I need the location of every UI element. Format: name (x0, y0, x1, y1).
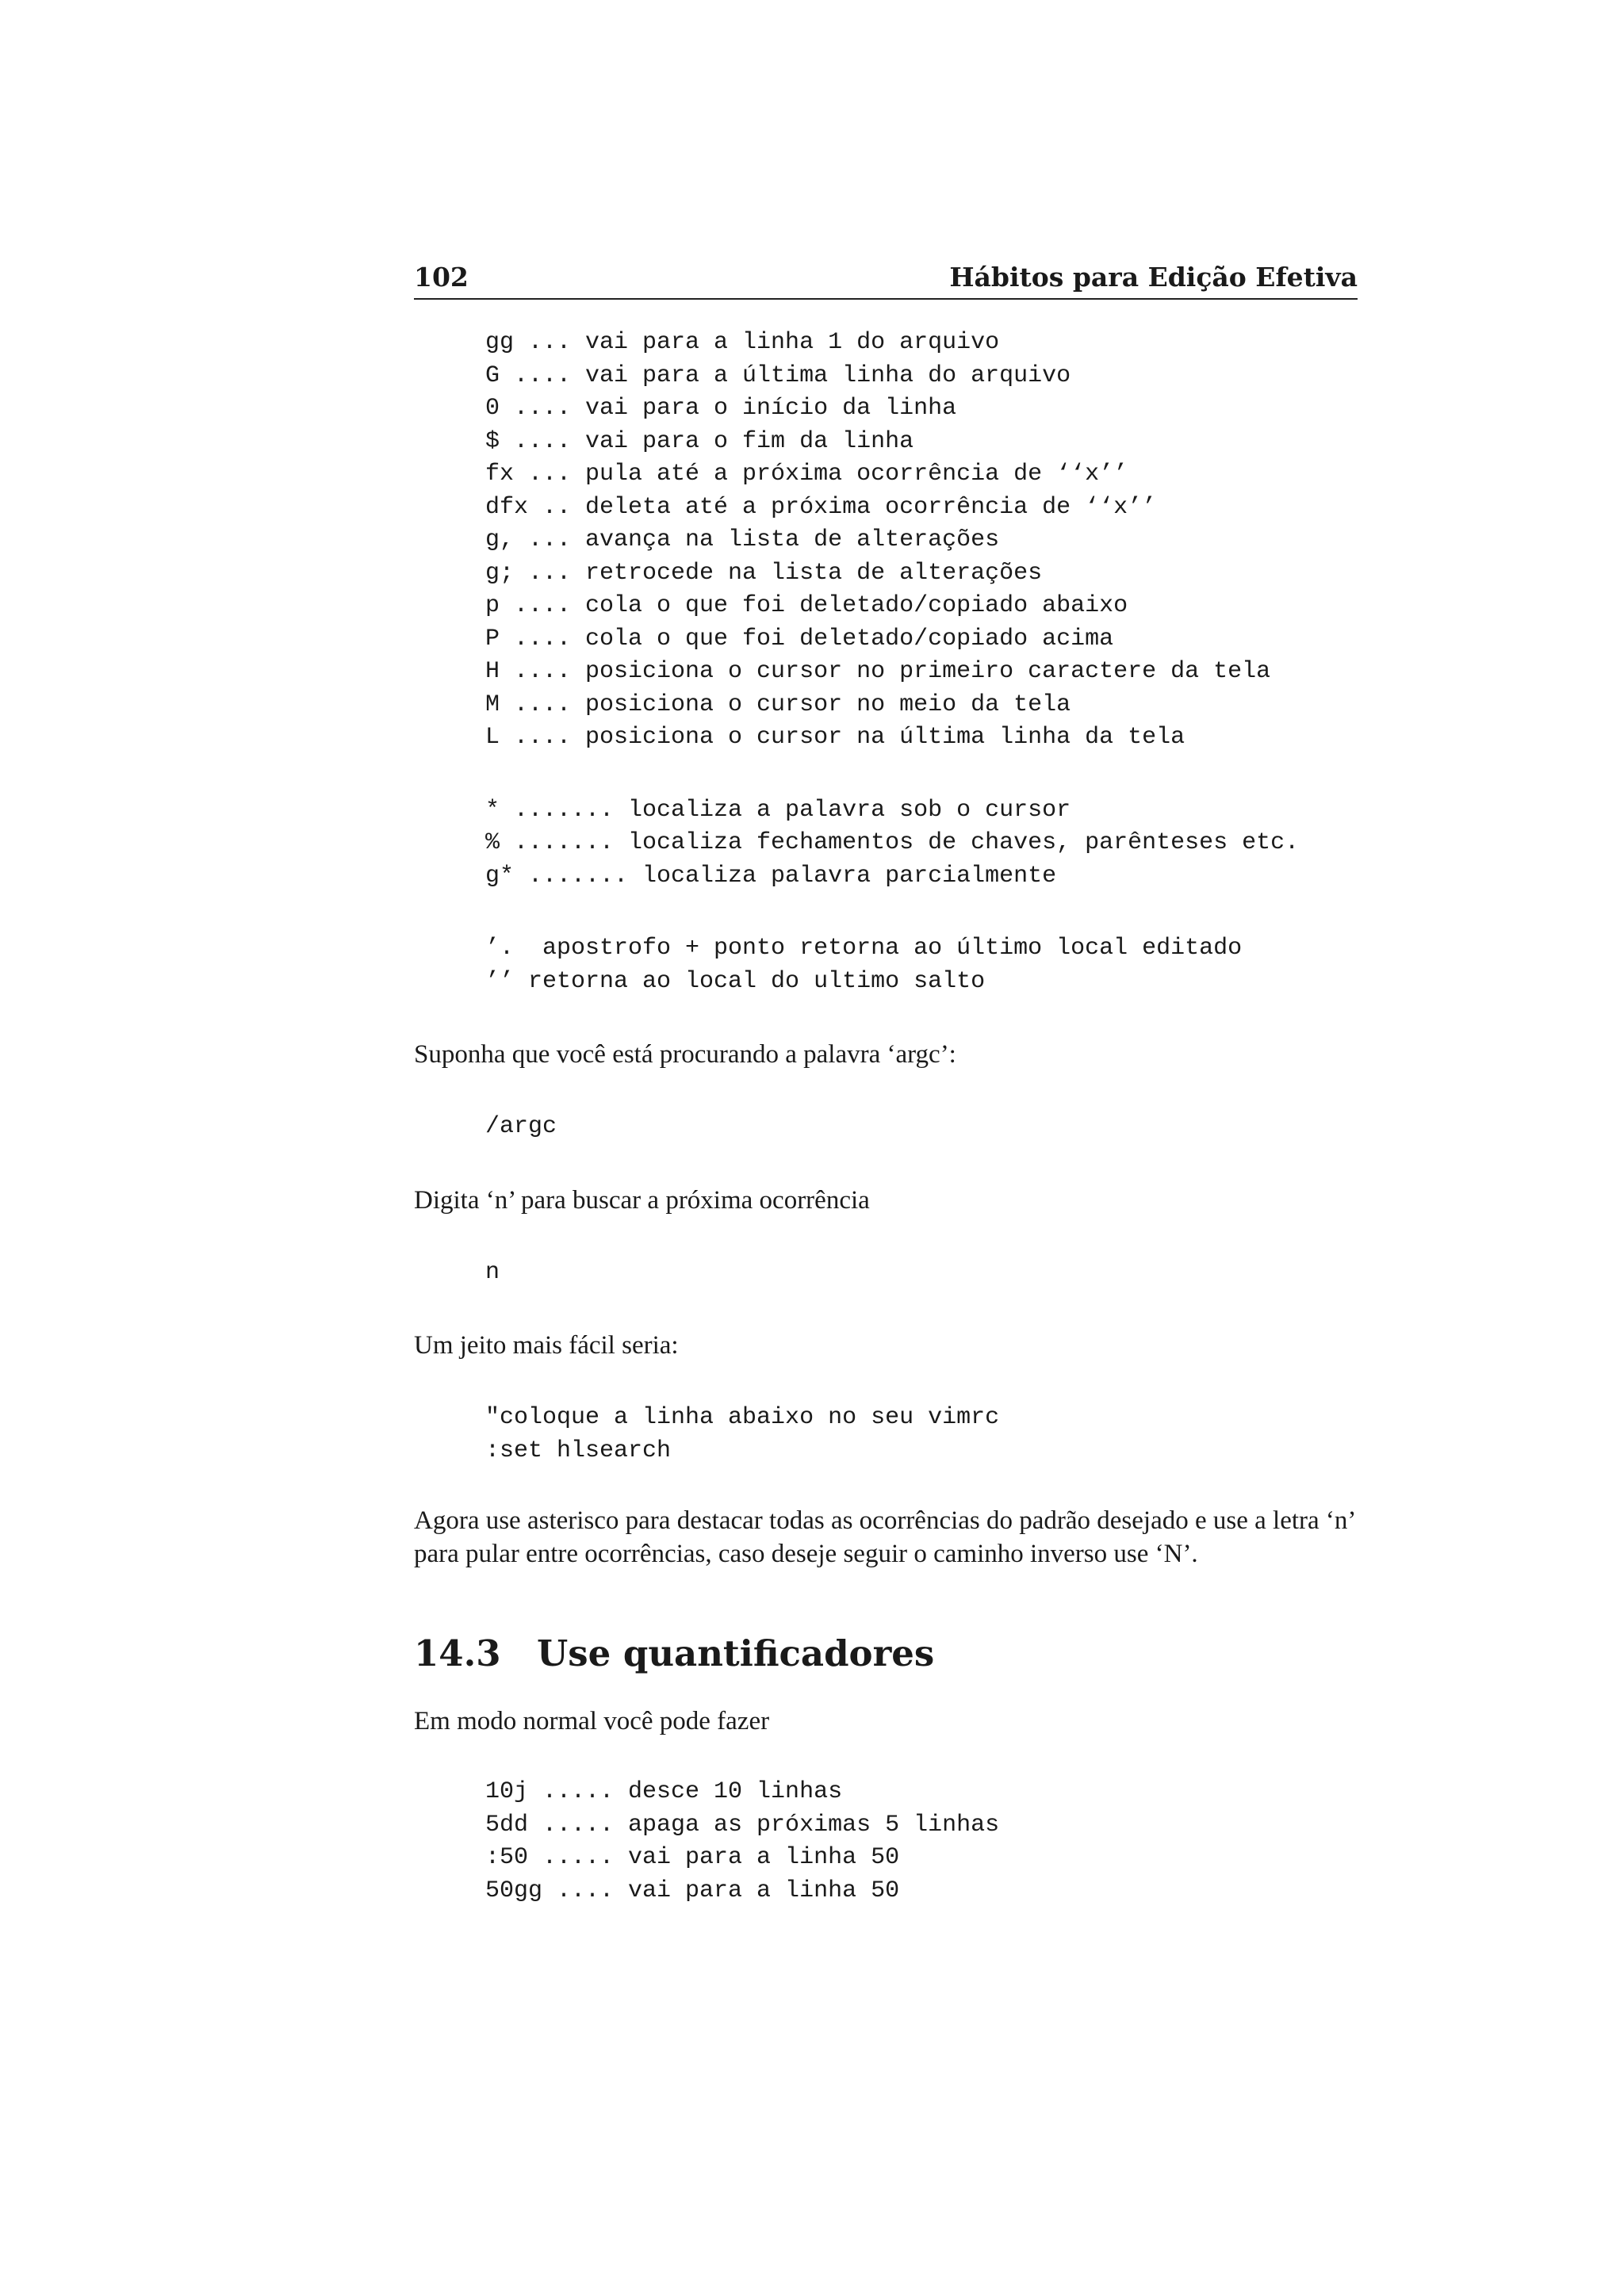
code-line: ’’ retorna ao local do ultimo salto (485, 967, 986, 995)
code-block-motions (414, 327, 1358, 755)
section-heading (414, 1632, 1358, 1674)
paragraph: Suponha que você está procurando a palavra ‘argc’: (414, 1040, 956, 1069)
code-block-search (414, 794, 1358, 894)
code-block-vimrc (414, 1402, 1358, 1468)
code-line: M .... posiciona o cursor no meio da tela (485, 691, 1071, 718)
code-block-quantifiers (414, 1776, 1358, 1908)
code-line: g, ... avança na lista de alterações (485, 526, 1000, 553)
code-line: % ....... localiza fechamentos de chaves, parênteses etc. (485, 829, 1300, 856)
code-line: p .... cola o que foi deletado/copiado abaixo (485, 592, 1128, 619)
code-line: ’. apostrofo + ponto retorna ao último local editado (485, 935, 1243, 962)
code-line: g; ... retrocede na lista de alterações (485, 559, 1043, 587)
paragraph: Um jeito mais fácil seria: (414, 1331, 679, 1360)
code-line: $ .... vai para o fim da linha (485, 427, 914, 455)
code-line: fx ... pula até a próxima ocorrência de ‘‘x’’ (485, 461, 1128, 488)
code-line: 0 .... vai para o início da linha (485, 395, 957, 422)
running-header (414, 262, 1358, 300)
code-line: g* ....... localiza palavra parcialmente (485, 862, 1057, 890)
code-line: "coloque a linha abaixo no seu vimrc (485, 1404, 1000, 1431)
code-line: 50gg .... vai para a linha 50 (485, 1877, 900, 1904)
code-line: P .... cola o que foi deletado/copiado acima (485, 625, 1114, 652)
code-line: H .... posiciona o cursor no primeiro caractere da tela (485, 658, 1271, 685)
paragraph: Em modo normal você pode fazer (414, 1707, 770, 1735)
section-number: 14.3 (414, 1632, 501, 1674)
code-line: dfx .. deleta até a próxima ocorrência de ‘‘x’’ (485, 493, 1157, 521)
page (414, 262, 1358, 1908)
running-title: Hábitos para Edição Efetiva (949, 262, 1358, 293)
code-line: * ....... localiza a palavra sob o cursor (485, 796, 1071, 824)
code-block-n (414, 1257, 1358, 1290)
code-line: gg ... vai para a linha 1 do arquivo (485, 329, 1000, 356)
section-title: Use quantificadores (537, 1632, 935, 1674)
paragraph: Digita ‘n’ para buscar a próxima ocorrência (414, 1185, 870, 1215)
code-line: 10j ..... desce 10 linhas (485, 1778, 843, 1805)
code-line: n (485, 1258, 500, 1286)
code-block-argc (414, 1111, 1358, 1144)
code-line: :set hlsearch (485, 1437, 672, 1464)
code-line: 5dd ..... apaga as próximas 5 linhas (485, 1811, 1000, 1839)
page-number: 102 (414, 262, 469, 293)
code-block-marks (414, 932, 1358, 998)
code-line: /argc (485, 1113, 557, 1140)
code-line: G .... vai para a última linha do arquivo (485, 362, 1071, 389)
code-line: :50 ..... vai para a linha 50 (485, 1844, 900, 1871)
code-line: L .... posiciona o cursor na última linha da tela (485, 724, 1185, 751)
paragraph: Agora use asterisco para destacar todas as ocorrências do padrão desejado e use a letra ‘n’ para pular entre ocorrências, caso deseje seguir o caminho inverso use ‘N’. (414, 1506, 1354, 1568)
